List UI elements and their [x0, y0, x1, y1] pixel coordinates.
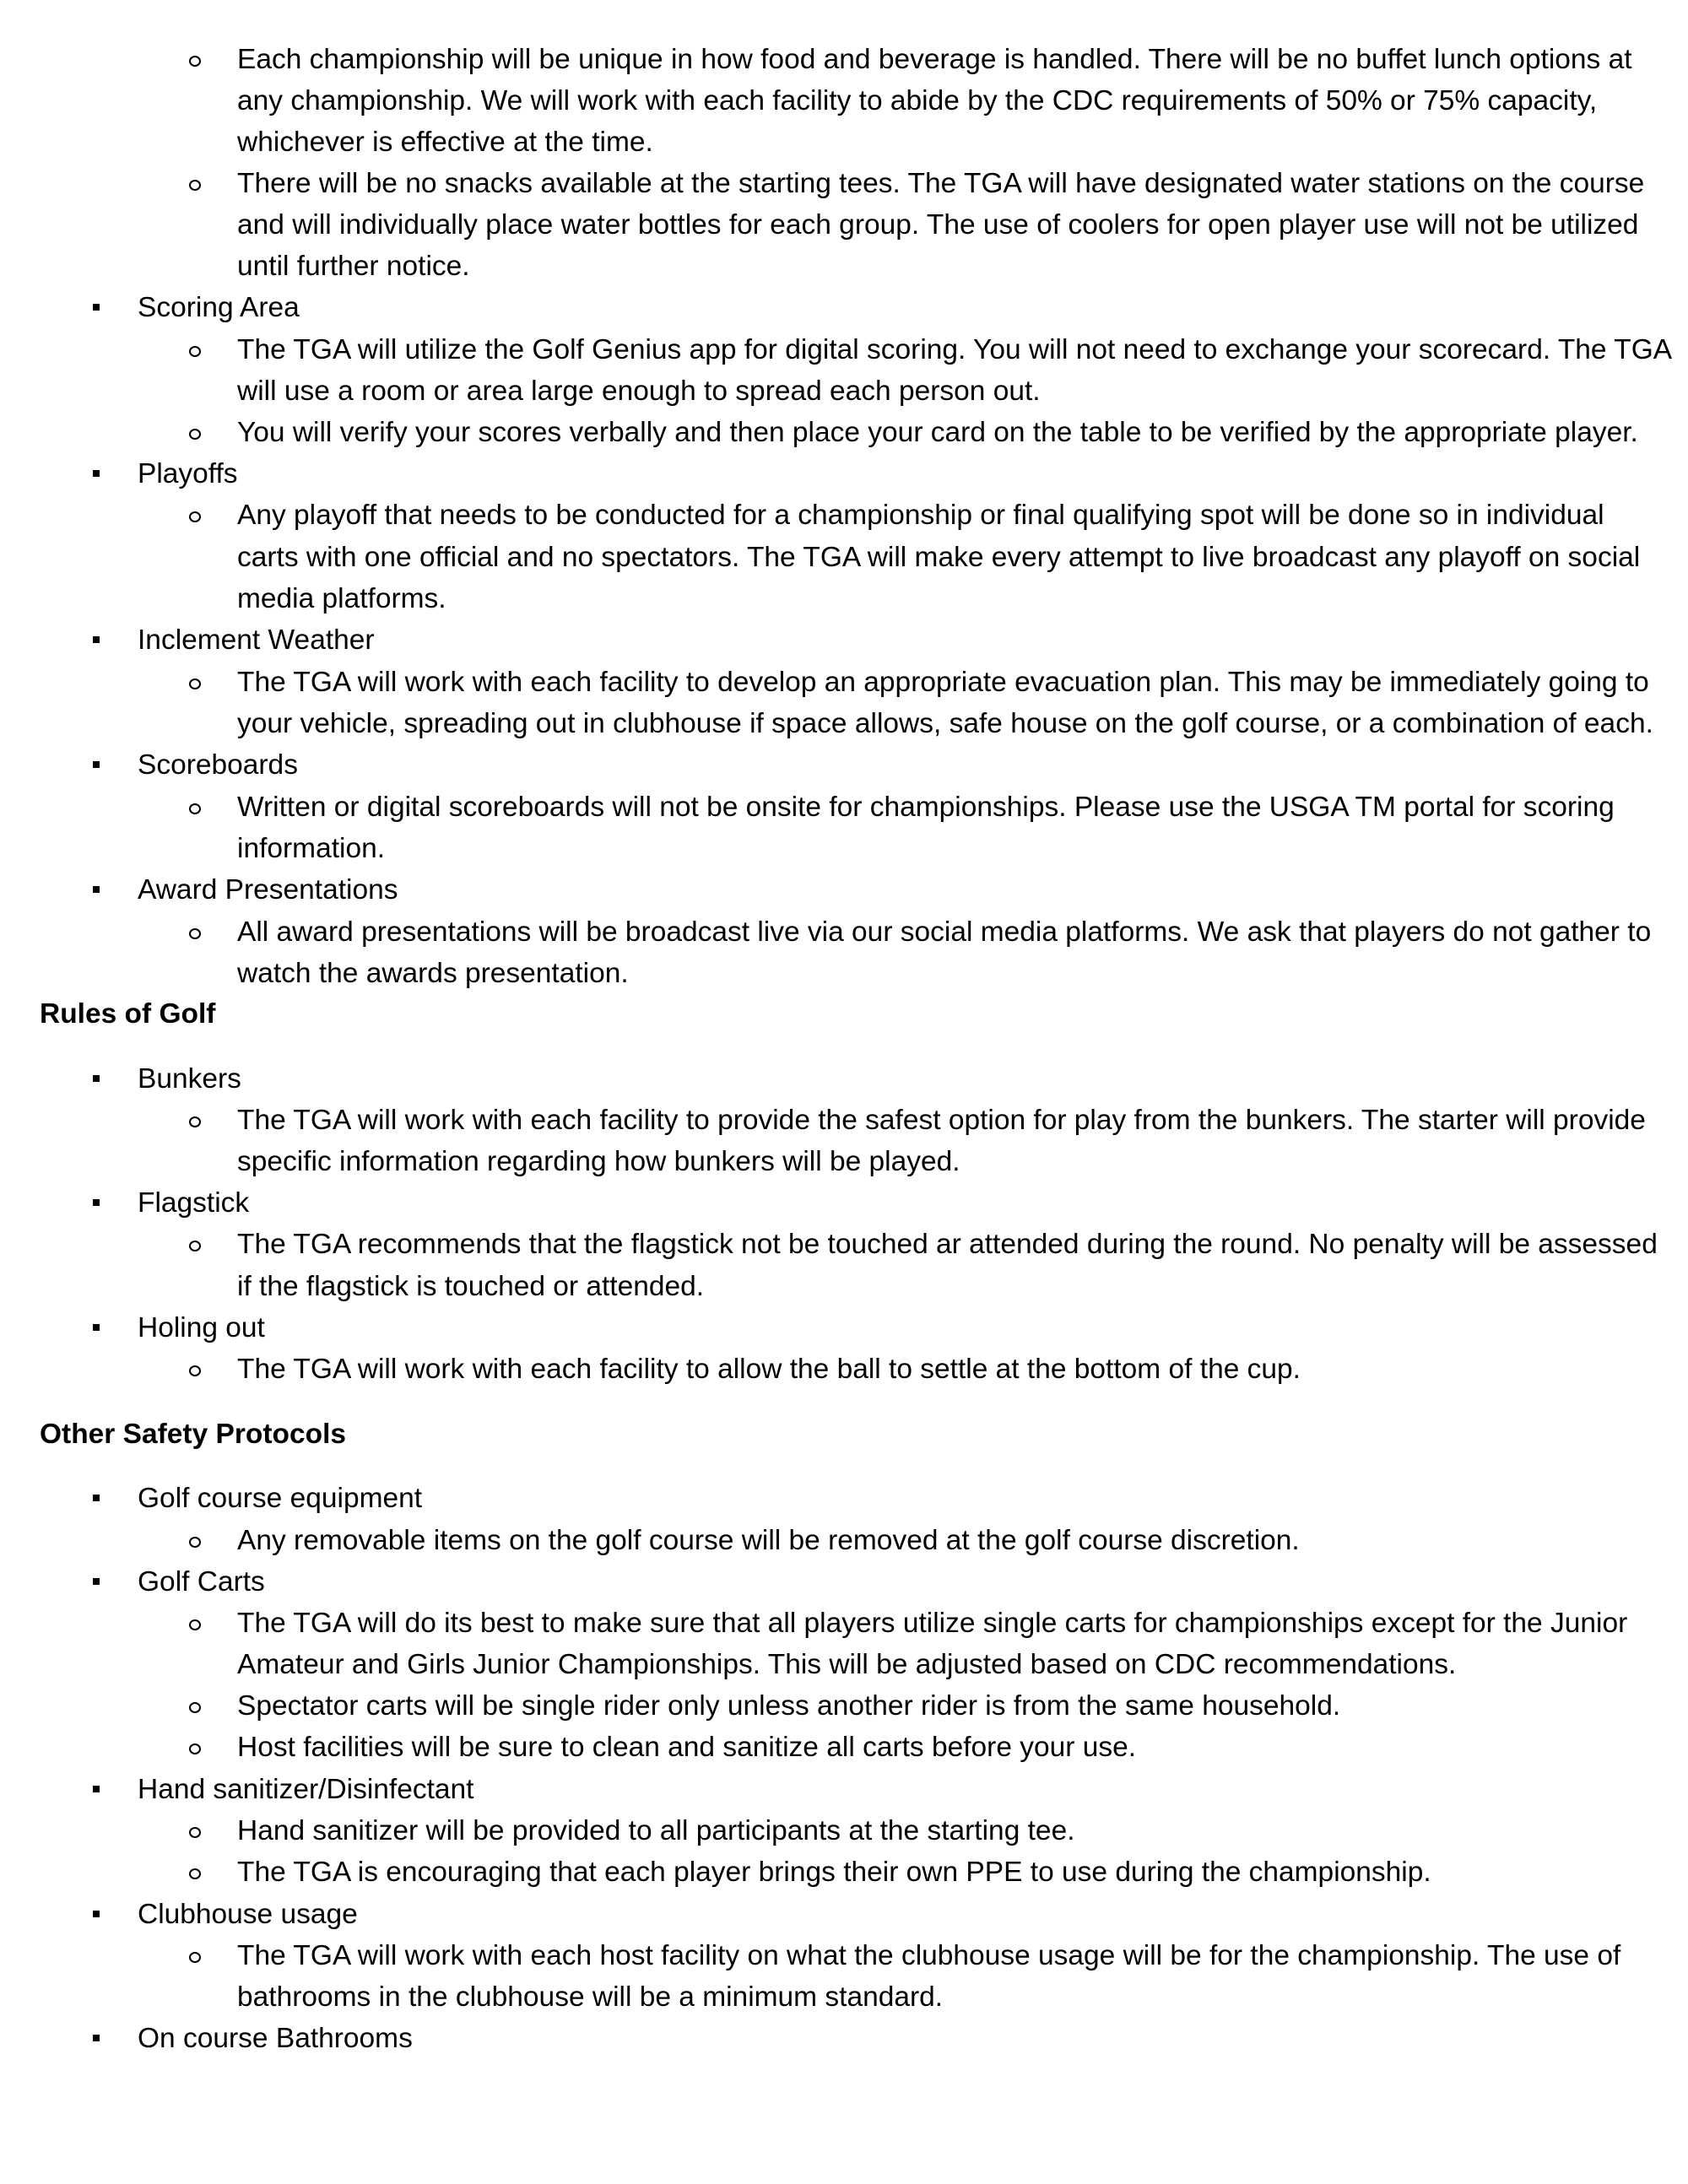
- square-bullet-icon: [93, 1324, 100, 1331]
- sub-item-text: There will be no snacks available at the starting tees. The TGA will have designated water stations on the course: [237, 167, 1645, 199]
- hollow-circle-bullet-icon: [189, 1537, 201, 1548]
- sub-item-text-continued: will use a room or area large enough to spread each person out.: [237, 375, 1041, 407]
- sub-item-text-continued: and will individually place water bottles for each group. The use of coolers for open player use will not be utilized: [237, 208, 1639, 241]
- sub-item-text-continued: whichever is effective at the time.: [237, 126, 653, 158]
- sub-item-text-continued: media platforms.: [237, 582, 446, 614]
- square-bullet-icon: [93, 1911, 100, 1917]
- hollow-circle-bullet-icon: [189, 511, 201, 522]
- bullet-item-text: Award Presentations: [138, 873, 398, 905]
- bullet-item-text: Golf Carts: [138, 1565, 265, 1597]
- bullet-item-text: Playoffs: [138, 457, 238, 489]
- sub-item-text: All award presentations will be broadcast live via our social media platforms. We ask that players do not gather to: [237, 916, 1652, 948]
- hollow-circle-bullet-icon: [189, 180, 201, 191]
- bullet-item-text: On course Bathrooms: [138, 2022, 413, 2054]
- sub-item-text: Written or digital scoreboards will not be onsite for championships. Please use the USGA TM portal for scoring: [237, 791, 1615, 823]
- square-bullet-icon: [93, 1075, 100, 1082]
- bullet-item-text: Flagstick: [138, 1187, 250, 1219]
- hollow-circle-bullet-icon: [189, 1619, 201, 1630]
- sub-item-text-continued: bathrooms in the clubhouse will be a minimum standard.: [237, 1981, 944, 2013]
- square-bullet-icon: [93, 1495, 100, 1501]
- sub-item-text: The TGA will work with each host facility on what the clubhouse usage will be for the championship. The use of: [237, 1939, 1621, 1971]
- sub-item-text: Any playoff that needs to be conducted for a championship or final qualifying spot will be done so in individual: [237, 499, 1604, 531]
- square-bullet-icon: [93, 761, 100, 768]
- square-bullet-icon: [93, 470, 100, 477]
- hollow-circle-bullet-icon: [189, 1868, 201, 1879]
- square-bullet-icon: [93, 636, 100, 643]
- sub-item-text-continued: watch the awards presentation.: [237, 957, 629, 989]
- hollow-circle-bullet-icon: [189, 1702, 201, 1713]
- sub-item-text: Each championship will be unique in how food and beverage is handled. There will be no buffet lunch options at: [237, 43, 1632, 75]
- sub-item-text: Host facilities will be sure to clean and sanitize all carts before your use.: [237, 1731, 1137, 1763]
- sub-item-text-continued: any championship. We will work with each facility to abide by the CDC requirements of 50% or 75% capacity,: [237, 84, 1598, 116]
- bullet-item-text: Golf course equipment: [138, 1482, 423, 1514]
- square-bullet-icon: [93, 1786, 100, 1792]
- hollow-circle-bullet-icon: [189, 1827, 201, 1838]
- hollow-circle-bullet-icon: [189, 678, 201, 689]
- sub-item-text: Hand sanitizer will be provided to all participants at the starting tee.: [237, 1814, 1075, 1846]
- square-bullet-icon: [93, 1199, 100, 1206]
- section-heading: Other Safety Protocols: [40, 1418, 347, 1450]
- sub-item-text: The TGA will work with each facility to develop an appropriate evacuation plan. This may be immediately going to: [237, 666, 1649, 698]
- square-bullet-icon: [93, 2035, 100, 2041]
- bullet-item-text: Inclement Weather: [138, 624, 375, 656]
- bullet-item-text: Scoring Area: [138, 291, 300, 323]
- bullet-item-text: Bunkers: [138, 1062, 241, 1095]
- bullet-item-text: Holing out: [138, 1311, 265, 1343]
- hollow-circle-bullet-icon: [189, 346, 201, 357]
- sub-item-text: The TGA will do its best to make sure that all players utilize single carts for championships except for the Junior: [237, 1607, 1628, 1639]
- hollow-circle-bullet-icon: [189, 56, 201, 67]
- sub-item-text-continued: until further notice.: [237, 250, 470, 282]
- hollow-circle-bullet-icon: [189, 1952, 201, 1963]
- bullet-item-text: Hand sanitizer/Disinfectant: [138, 1773, 474, 1805]
- sub-item-text-continued: specific information regarding how bunkers will be played.: [237, 1145, 960, 1177]
- sub-item-text: The TGA will work with each facility to provide the safest option for play from the bunkers. The starter will provide: [237, 1104, 1646, 1136]
- hollow-circle-bullet-icon: [189, 928, 201, 939]
- sub-item-text: You will verify your scores verbally and then place your card on the table to be verified by the appropriate player.: [237, 416, 1638, 448]
- sub-item-text-continued: carts with one official and no spectators. The TGA will make every attempt to live broadcast any playoff on social: [237, 541, 1641, 573]
- bullet-item-text: Scoreboards: [138, 749, 298, 781]
- sub-item-text: The TGA recommends that the flagstick not be touched ar attended during the round. No penalty will be assessed: [237, 1228, 1658, 1260]
- sub-item-text-continued: your vehicle, spreading out in clubhouse if space allows, safe house on the golf course, or a combination of each.: [237, 707, 1653, 739]
- sub-item-text-continued: if the flagstick is touched or attended.: [237, 1270, 705, 1302]
- square-bullet-icon: [93, 886, 100, 893]
- sub-item-text: Spectator carts will be single rider only unless another rider is from the same household.: [237, 1689, 1341, 1722]
- hollow-circle-bullet-icon: [189, 1365, 201, 1376]
- sub-item-text-continued: information.: [237, 832, 386, 864]
- sub-item-text: The TGA is encouraging that each player brings their own PPE to use during the championship.: [237, 1856, 1431, 1888]
- hollow-circle-bullet-icon: [189, 1116, 201, 1127]
- sub-item-text: The TGA will work with each facility to allow the ball to settle at the bottom of the cup.: [237, 1353, 1301, 1385]
- sub-item-text: Any removable items on the golf course will be removed at the golf course discretion.: [237, 1524, 1300, 1556]
- sub-item-text: The TGA will utilize the Golf Genius app for digital scoring. You will not need to exchange your scorecard. The TGA: [237, 333, 1673, 365]
- hollow-circle-bullet-icon: [189, 803, 201, 814]
- bullet-item-text: Clubhouse usage: [138, 1898, 358, 1930]
- hollow-circle-bullet-icon: [189, 1241, 201, 1251]
- square-bullet-icon: [93, 1578, 100, 1585]
- square-bullet-icon: [93, 304, 100, 311]
- hollow-circle-bullet-icon: [189, 1743, 201, 1754]
- sub-item-text-continued: Amateur and Girls Junior Championships. This will be adjusted based on CDC recommendations.: [237, 1648, 1457, 1680]
- hollow-circle-bullet-icon: [189, 429, 201, 440]
- section-heading: Rules of Golf: [40, 997, 216, 1030]
